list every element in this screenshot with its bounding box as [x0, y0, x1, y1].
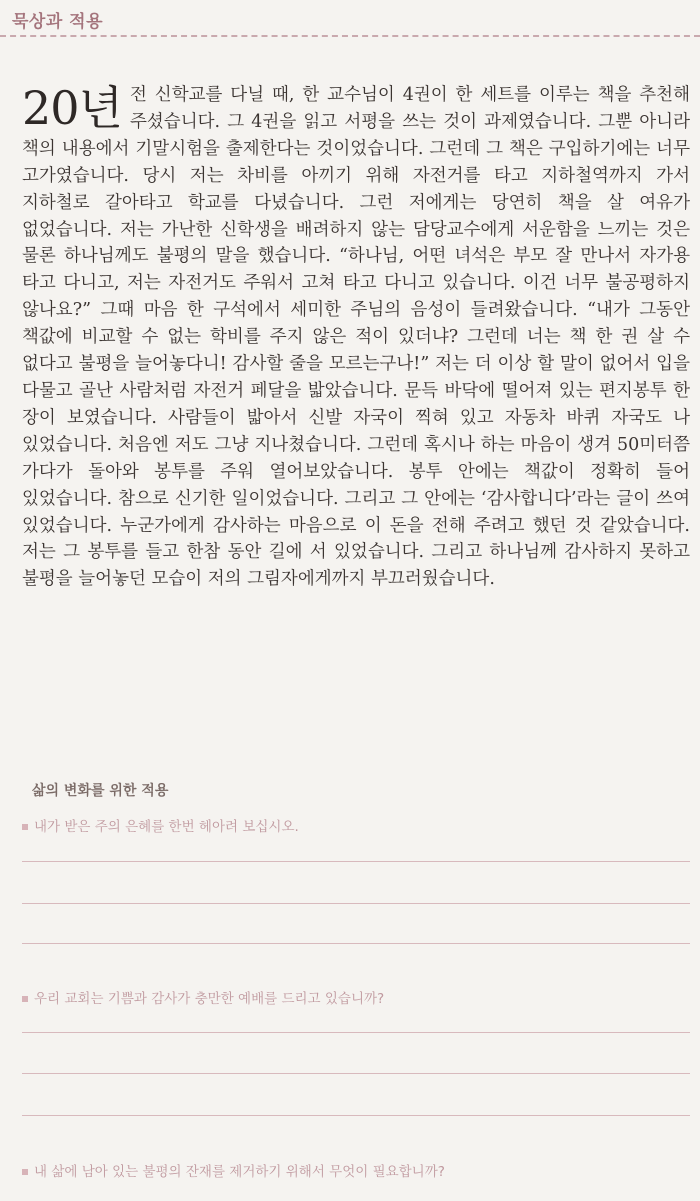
answer-line[interactable]: [22, 1115, 690, 1116]
answer-line[interactable]: [22, 943, 690, 944]
bullet-icon: [22, 996, 28, 1002]
application-heading: 삶의 변화를 위한 적용: [32, 783, 169, 799]
section-title: 묵상과 적용: [12, 12, 104, 32]
question-1: [22, 815, 299, 835]
header-divider: [0, 35, 700, 37]
story-text: 전 신학교를 다닐 때, 한 교수님이 4권이 한 세트를 이루는 책을 추천해 주셨습니다. 그 4권을 읽고 서평을 쓰는 것이 과제였습니다. 그뿐 아니라 책의 내용에서 기말시험을 출제한다는 것이었습니다. 그런데 그 책은 구입하기에는 너무 고가였습니다. 당시 저는 차비를 아끼기 위해 자전거를 타고 지하철역까지 가서 지하철로 갈아타고 학교를 다녔습니다. 그런 저에게는 당연히 책을 살 여유가 없었습니다. 저는 가난한 신학생을 배려하지 않는 담당교수에게 서운함을 느끼는 것은 물론 하나님께도 불평의 말을 했습니다. “하나님, 어떤 녀석은 부모 잘 만나서 자가용 타고 다니고, 저는 자전거도 주워서 고쳐 타고 다니고 있습니다. 이건 너무 불공평하지 않나요?” 그때 마음 한 구석에서 세미한 주님의 음성이 들려왔습니다. “내가 그동안 책값에 비교할 수 없는 학비를 주지 않은 적이 있더냐? 그런데 너는 책 한 권 살 수 없다고 불평을 늘어놓다니! 감사할 줄을 모르는구나!” 저는 더 이상 할 말이 없어서 입을 다물고 골난 사람처럼 자전거 페달을 밟았습니다. 문득 바닥에 떨어져 있는 편지봉투 한 장이 보였습니다. 사람들이 밟아서 신발 자국이 찍혀 있고 자동차 바퀴 자국도 나 있었습니다. 처음엔 저도 그냥 지나쳤습니다. 그런데 혹시나 하는 마음이 생겨 50미터쯤 가다가 돌아와 봉투를 주워 열어보았습니다. 봉투 안에는 책값이 정확히 들어 있었습니다. 참으로 신기한 일이었습니다. 그리고 그 안에는 ‘감사합니다’라는 글이 쓰여 있었습니다. 누군가에게 감사하는 마음으로 이 돈을 전해 주려고 했던 것 같았습니다. 저는 그 봉투를 들고 한참 동안 길에 서 있었습니다. 그리고 하나님께 감사하지 못하고 불평을 늘어놓던 모습이 저의 그림자에게까지 부끄러웠습니다.: [22, 85, 690, 590]
bullet-icon: [22, 1169, 28, 1175]
question-2: [22, 987, 384, 1007]
question-3: [22, 1160, 445, 1180]
story-paragraph: [22, 82, 690, 593]
answer-line[interactable]: [22, 861, 690, 862]
drop-cap: 20년: [22, 81, 122, 135]
page-header: [0, 0, 700, 38]
question-3-text: 내 삶에 남아 있는 불평의 잔재를 제거하기 위해서 무엇이 필요합니까?: [34, 1164, 445, 1180]
answer-line[interactable]: [22, 1032, 690, 1033]
answer-line[interactable]: [22, 1073, 690, 1074]
question-2-text: 우리 교회는 기쁨과 감사가 충만한 예배를 드리고 있습니까?: [34, 991, 385, 1007]
bullet-icon: [22, 824, 28, 830]
question-1-text: 내가 받은 주의 은혜를 한번 헤아려 보십시오.: [34, 819, 299, 835]
answer-line[interactable]: [22, 903, 690, 904]
